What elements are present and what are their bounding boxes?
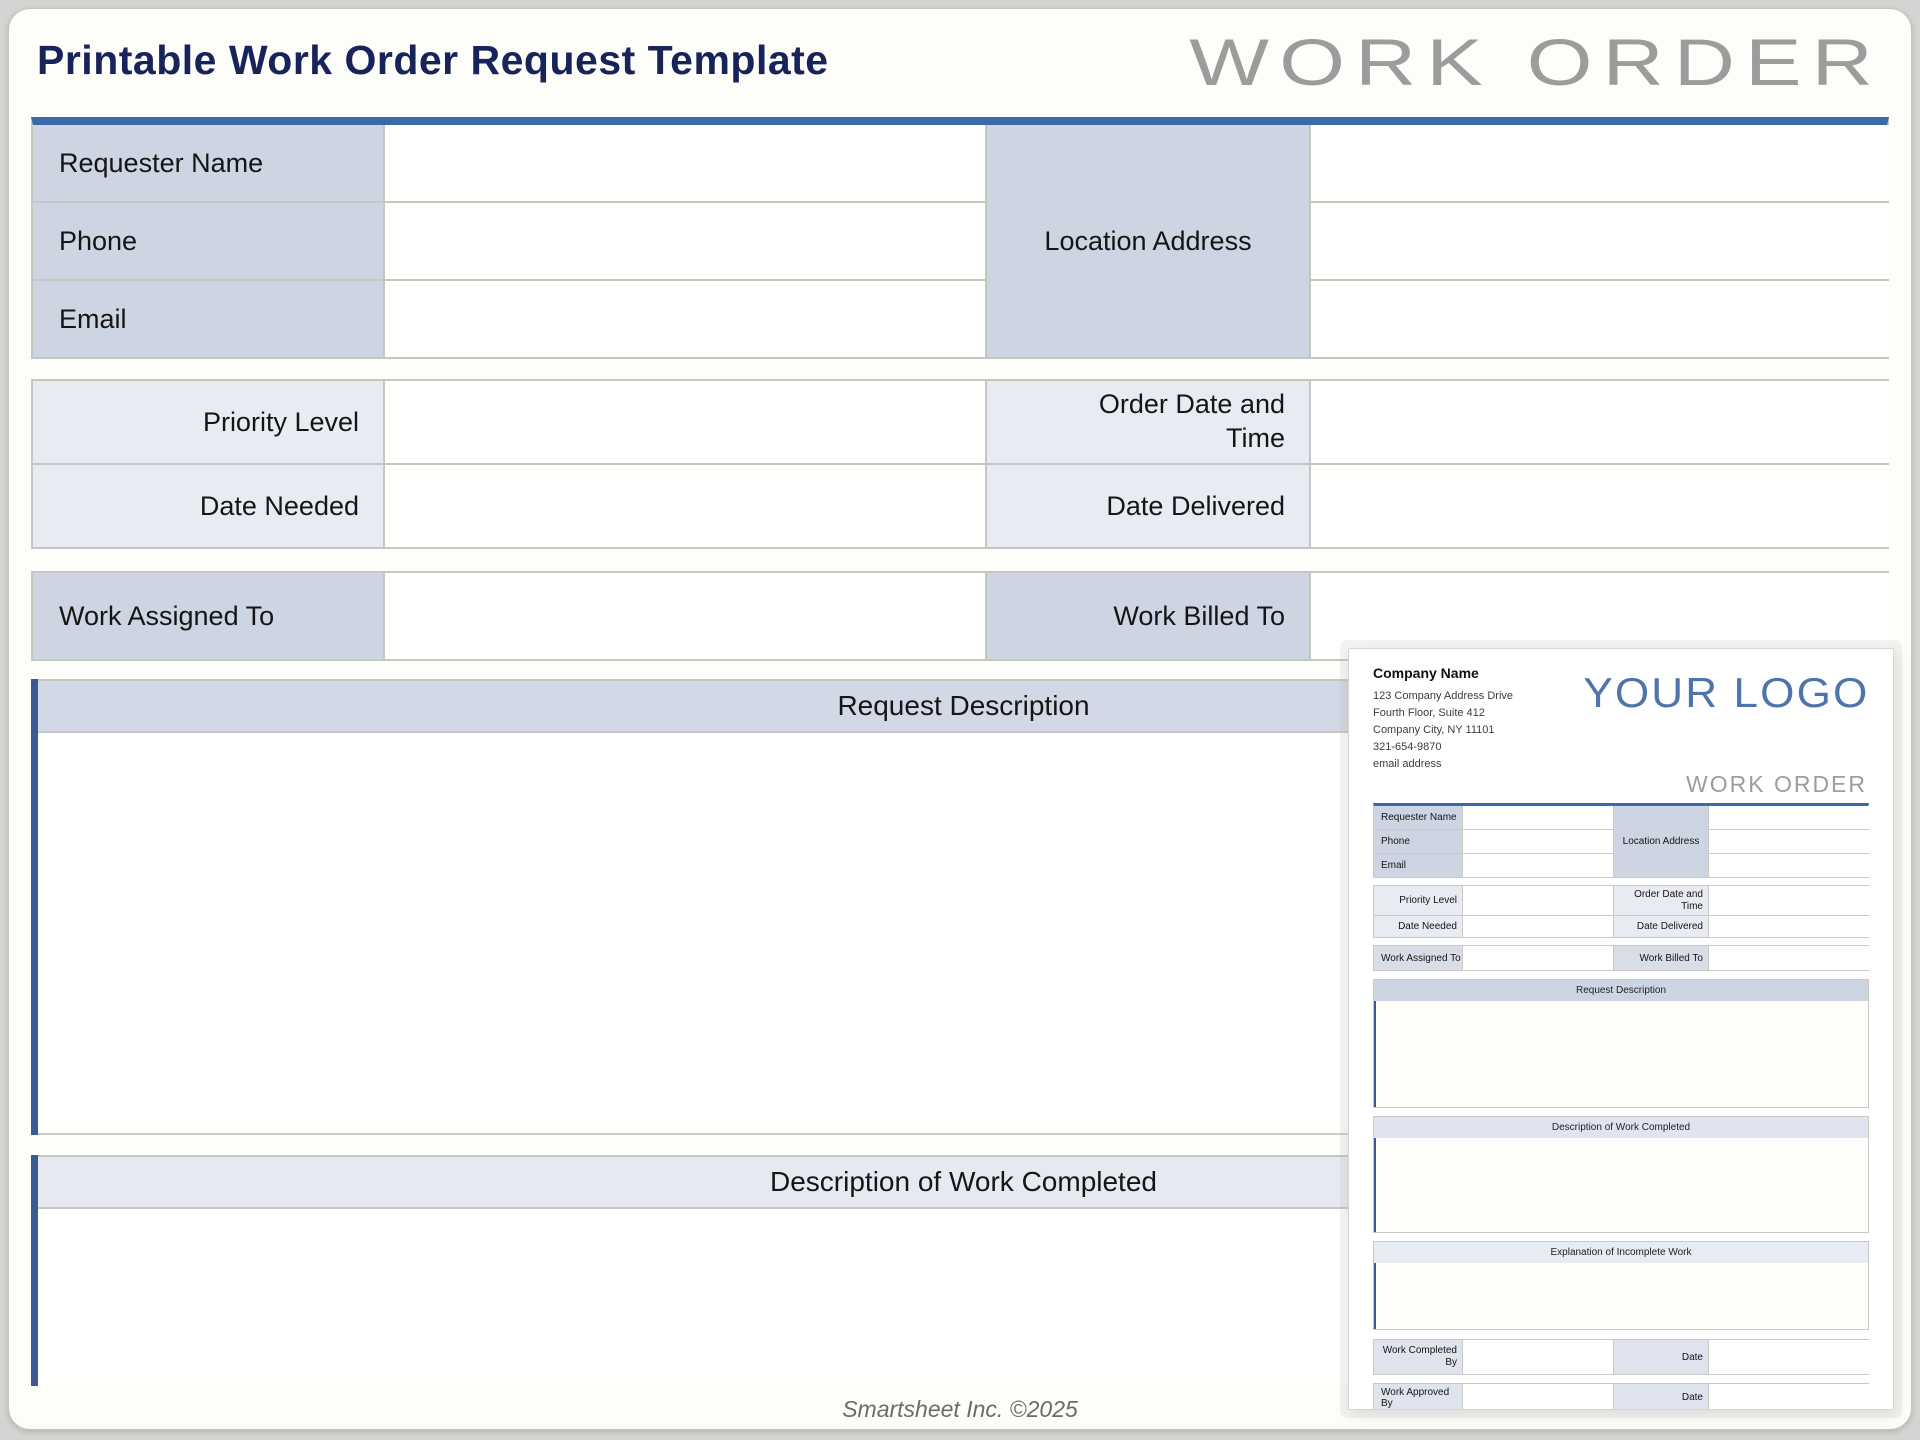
field-location-address-line3[interactable] xyxy=(1311,281,1889,357)
request-description-header: Request Description xyxy=(38,679,1889,733)
thumb-field xyxy=(1709,854,1869,877)
section-accent-bar xyxy=(31,1155,38,1386)
contact-table xyxy=(31,117,1889,359)
template-preview-thumbnail[interactable] xyxy=(1348,648,1894,1410)
thumb-label-location: Location Address xyxy=(1614,806,1708,877)
thumb-address-line: Company City, NY 11101 xyxy=(1373,724,1495,736)
field-requester-name[interactable] xyxy=(385,125,985,201)
thumb-field xyxy=(1463,854,1613,877)
label-order-date-time xyxy=(987,381,1309,463)
field-order-date-time[interactable] xyxy=(1311,381,1889,463)
label-phone: Phone xyxy=(33,203,383,279)
thumb-field xyxy=(1709,1340,1869,1374)
thumb-field xyxy=(1709,806,1869,829)
thumb-label-completed-by-text: Work Completed By xyxy=(1382,1344,1457,1368)
thumb-field xyxy=(1709,886,1869,915)
thumb-label-date-needed: Date Needed xyxy=(1374,916,1462,937)
work-completed-header: Description of Work Completed xyxy=(38,1155,1889,1209)
field-work-billed-to[interactable] xyxy=(1311,573,1889,659)
section-accent-bar xyxy=(31,679,38,1135)
thumb-label-completed-by xyxy=(1374,1340,1462,1374)
thumb-letterhead xyxy=(1373,665,1869,770)
thumb-address-line: email address xyxy=(1373,758,1442,770)
field-location-address-line1[interactable] xyxy=(1311,125,1889,201)
thumb-address-line: Fourth Floor, Suite 412 xyxy=(1373,707,1485,719)
page-title: Printable Work Order Request Template xyxy=(37,37,829,83)
copyright-footer: Smartsheet Inc. ©2025 xyxy=(842,1396,1078,1422)
field-date-needed[interactable] xyxy=(385,465,985,547)
thumb-field xyxy=(1709,946,1869,970)
thumb-field xyxy=(1463,1384,1613,1410)
label-requester-name: Requester Name xyxy=(33,125,383,201)
thumb-field xyxy=(1463,946,1613,970)
thumb-schedule-table xyxy=(1373,885,1869,938)
label-date-needed: Date Needed xyxy=(33,465,383,547)
thumb-doc-title: WORK ORDER xyxy=(1686,771,1867,797)
thumb-work-completed-section xyxy=(1373,1116,1869,1233)
thumb-label-email: Email xyxy=(1374,854,1462,877)
thumb-address-line: 123 Company Address Drive xyxy=(1373,690,1514,702)
field-priority-level[interactable] xyxy=(385,381,985,463)
label-date-delivered: Date Delivered xyxy=(987,465,1309,547)
field-phone[interactable] xyxy=(385,203,985,279)
thumb-label-order-date-text: Order Date and Time xyxy=(1634,888,1703,912)
thumb-incomplete-work-section xyxy=(1373,1241,1869,1330)
thumb-field xyxy=(1463,916,1613,937)
thumb-field xyxy=(1463,886,1613,915)
field-date-delivered[interactable] xyxy=(1311,465,1889,547)
thumb-work-completed-header: Description of Work Completed xyxy=(1374,1117,1868,1138)
thumb-contact-table xyxy=(1373,803,1869,878)
thumb-address-line: 321-654-9870 xyxy=(1373,741,1442,753)
thumb-request-description-header: Request Description xyxy=(1374,980,1868,1001)
field-location-address-line2[interactable] xyxy=(1311,203,1889,279)
label-work-billed-to: Work Billed To xyxy=(987,573,1309,659)
thumb-assignment-table xyxy=(1373,945,1869,971)
thumb-label-date: Date xyxy=(1614,1340,1708,1374)
thumb-label-work-assigned: Work Assigned To xyxy=(1374,946,1462,970)
label-email: Email xyxy=(33,281,383,357)
thumb-field xyxy=(1463,1340,1613,1374)
label-order-date-time-text: Order Date and Time xyxy=(1098,389,1285,453)
field-email[interactable] xyxy=(385,281,985,357)
thumb-label-priority: Priority Level xyxy=(1374,886,1462,915)
schedule-table xyxy=(31,379,1889,549)
thumb-label-date-delivered: Date Delivered xyxy=(1614,916,1708,937)
thumb-logo-placeholder: YOUR LOGO xyxy=(1582,669,1869,716)
thumb-completed-by-row xyxy=(1373,1339,1869,1375)
thumb-field xyxy=(1463,806,1613,829)
thumb-request-description-section xyxy=(1373,979,1869,1108)
work-order-watermark: WORK ORDER xyxy=(1189,25,1883,99)
thumb-approved-by-row xyxy=(1373,1383,1869,1410)
thumb-label-requester: Requester Name xyxy=(1374,806,1462,829)
label-location-address: Location Address xyxy=(987,125,1309,357)
page-header xyxy=(31,27,1889,103)
thumb-request-description-body xyxy=(1374,1001,1868,1107)
label-priority-level: Priority Level xyxy=(33,381,383,463)
thumb-field xyxy=(1463,830,1613,853)
thumb-work-completed-body xyxy=(1374,1138,1868,1232)
thumb-company-name: Company Name xyxy=(1373,665,1479,681)
thumb-field xyxy=(1709,1384,1869,1410)
thumb-label-order-date xyxy=(1614,886,1708,915)
thumb-label-date: Date xyxy=(1614,1384,1708,1410)
thumb-incomplete-work-body xyxy=(1374,1263,1868,1329)
label-work-assigned-to: Work Assigned To xyxy=(33,573,383,659)
thumb-incomplete-work-header: Explanation of Incomplete Work xyxy=(1374,1242,1868,1263)
thumb-label-approved-by: Work Approved By xyxy=(1374,1384,1462,1410)
thumb-label-phone: Phone xyxy=(1374,830,1462,853)
field-work-assigned-to[interactable] xyxy=(385,573,985,659)
thumb-field xyxy=(1709,916,1869,937)
thumb-field xyxy=(1709,830,1869,853)
thumb-label-work-billed: Work Billed To xyxy=(1614,946,1708,970)
